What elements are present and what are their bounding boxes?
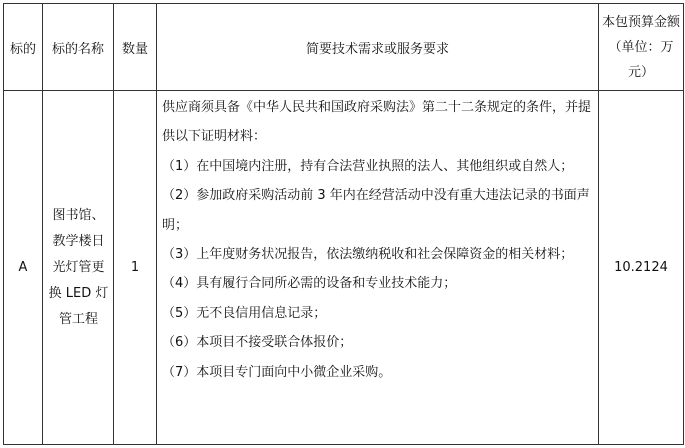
- cell-name: 图书馆、教学楼日光灯管更换 LED 灯管工程: [43, 91, 114, 445]
- procurement-table: [3, 3, 684, 445]
- header-name: 标的名称: [43, 4, 114, 91]
- requirement-item: （3）上年度财务状况报告，依法缴纳税收和社会保障资金的相关材料；: [162, 247, 574, 263]
- table-row: [4, 91, 684, 445]
- requirements-intro: 供应商须具备《中华人民共和国政府采购法》第二十二条规定的条件，并提供以下证明材料：: [162, 100, 592, 145]
- requirement-item: （1）在中国境内注册，持有合法营业执照的法人、其他组织或自然人；: [162, 158, 574, 174]
- header-row: [4, 4, 684, 91]
- header-budget: 本包预算金额（单位：万元）: [599, 4, 684, 91]
- cell-qty: 1: [114, 91, 157, 445]
- requirement-item: （6）本项目不接受联合体报价；: [162, 335, 353, 351]
- requirement-item: （5）无不良信用信息记录；: [162, 305, 327, 321]
- cell-budget: 10.2124: [599, 91, 684, 445]
- header-lot: 标的: [4, 4, 43, 91]
- requirement-item: （2）参加政府采购活动前 3 年内在经营活动中没有重大违法记录的书面声明；: [162, 188, 590, 233]
- cell-requirements: [157, 91, 599, 445]
- header-requirements: 简要技术需求或服务要求: [157, 4, 599, 91]
- header-qty: 数量: [114, 4, 157, 91]
- cell-lot: A: [4, 91, 43, 445]
- requirement-item: （7）本项目专门面向中小微企业采购。: [162, 364, 392, 380]
- requirement-item: （4）具有履行合同所必需的设备和专业技术能力；: [162, 276, 457, 292]
